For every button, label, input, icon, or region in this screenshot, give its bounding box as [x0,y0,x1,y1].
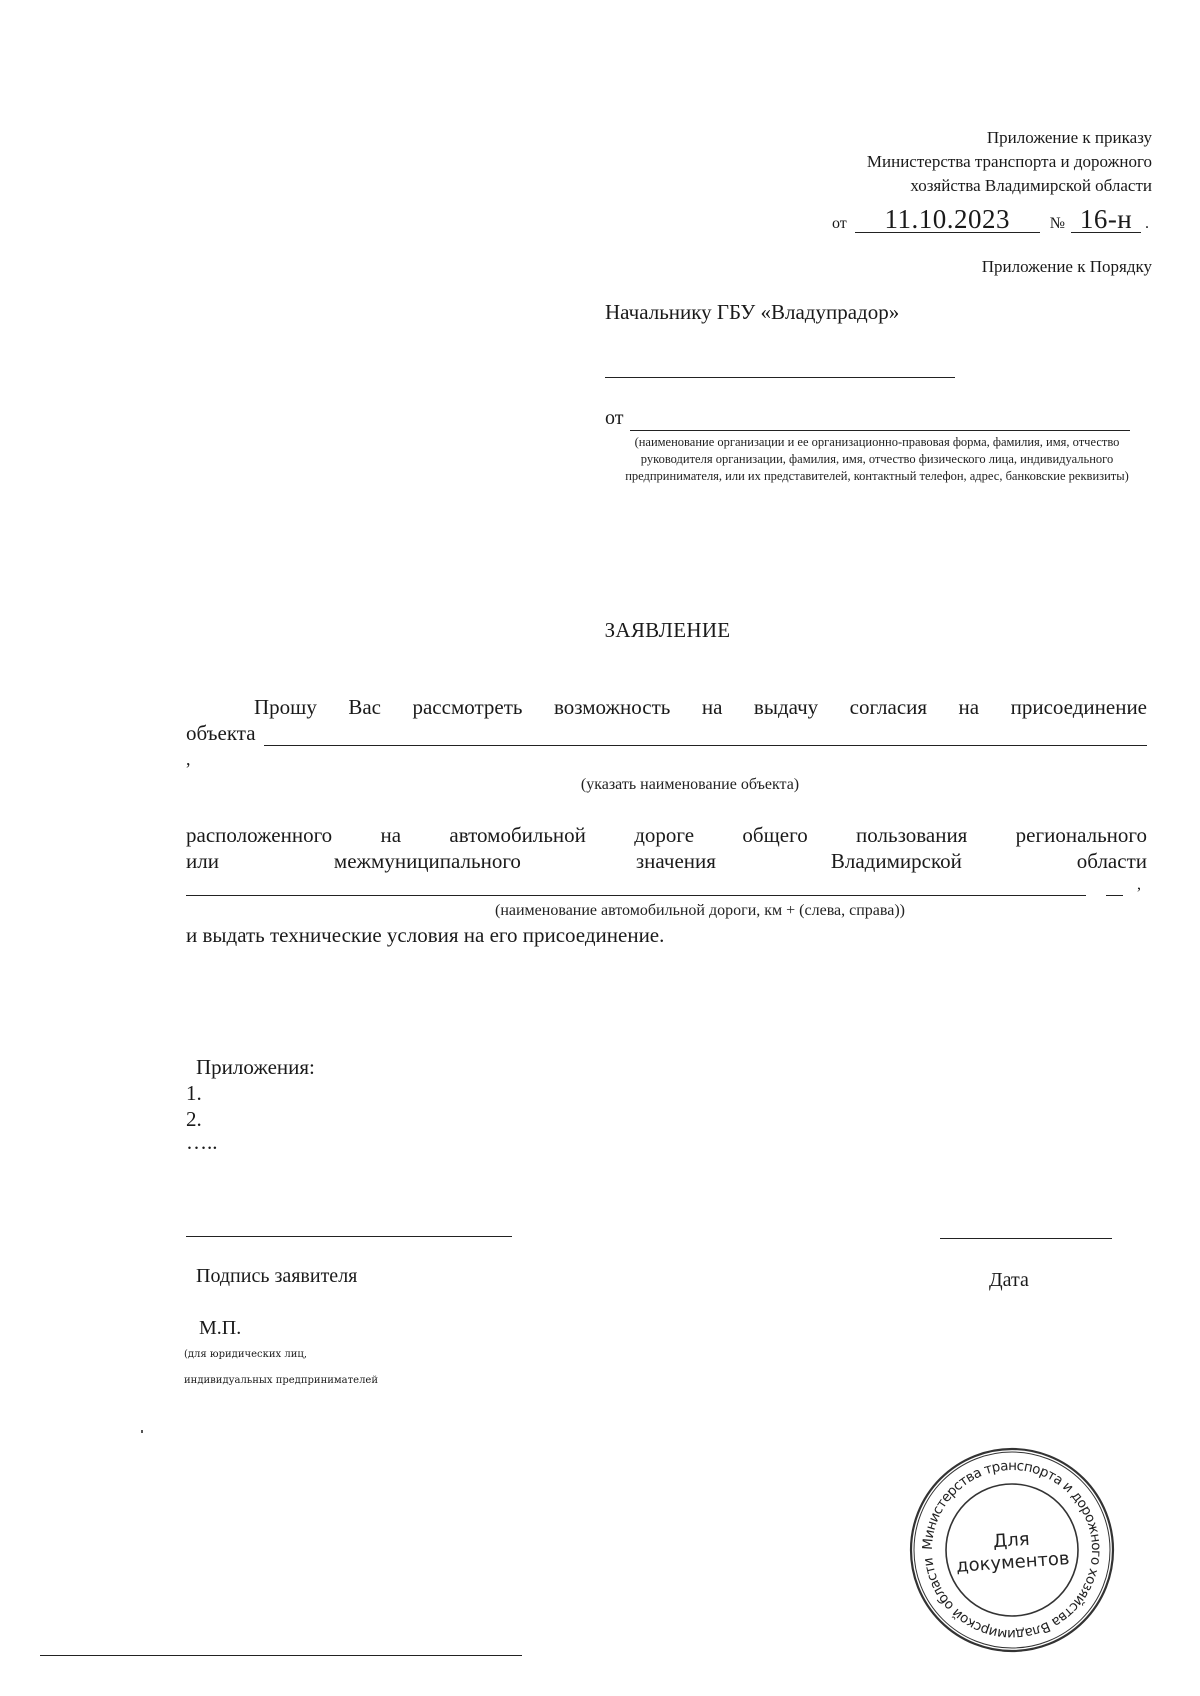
road-comma: , [1137,876,1141,893]
order-date-number: от 11.10.2023 № 16-н . [832,204,1150,234]
order-from-label: от [832,215,847,232]
object-hint: (указать наименование объекта) [580,776,800,793]
order-number: 16-н [1071,206,1141,233]
object-name-line [264,745,1147,746]
scan-speck [141,1430,143,1433]
document-title: ЗАЯВЛЕНИЕ [604,618,731,642]
attachment-item-1: 1. [186,1081,202,1105]
stamp-ring-text: Министерства транспорта и дорожного хозяйства Владимирской области [919,1457,1105,1643]
stamp-place-note-1: (для юридических лиц, [184,1349,307,1360]
applicant-from-label: от [605,407,624,429]
request-line-3: расположенного на автомобильной дороге общего пользования регионального [186,823,1147,847]
order-reference [867,126,1152,198]
attachments-label: Приложения: [196,1055,315,1079]
applicant-from-line [630,430,1130,431]
order-reference-line-3: хозяйства Владимирской области [910,176,1152,195]
object-comma: , [186,749,191,769]
addressee-title: Начальнику ГБУ «Владупрадор» [605,300,900,324]
request-line-1: Прошу Вас рассмотреть возможность на выдачу согласия на присоединение [254,695,1147,719]
attachment-item-more: ….. [186,1130,218,1154]
road-name-line [186,895,1086,896]
order-number-label: № [1049,215,1066,232]
annex-to-procedure: Приложение к Порядку [981,257,1152,276]
object-label: объекта [186,721,256,745]
applicant-hint: (наименование организации и ее организационно-правовая форма, фамилия, имя, отчество руководителя организации, фамилия, имя, отчество физического лица, индивидуального предпринимателя, или их представителей, контактный телефон, адрес, банковские реквизиты) [625,435,1129,483]
date-line [940,1238,1112,1239]
road-hint: (наименование автомобильной дороги, км + (слева, справа)) [495,902,905,919]
road-name-line-end [1106,895,1123,896]
request-line-5: и выдать технические условия на его присоединение. [186,923,665,947]
signature-label: Подпись заявителя [196,1265,358,1287]
date-label: Дата [989,1269,1029,1291]
bottom-rule [40,1655,522,1656]
order-reference-line-1: Приложение к приказу [986,128,1152,147]
order-date: 11.10.2023 [855,206,1040,233]
stamp-center-line-1: Для [992,1528,1031,1553]
signature-line [186,1236,512,1237]
order-reference-line-2: Министерства транспорта и дорожного [866,152,1152,171]
stamp-graphic [906,1444,1118,1656]
request-line-4: или межмуниципального значения Владимирской области [186,849,1147,873]
stamp-place-note-2: индивидуальных предпринимателей [184,1375,379,1386]
stamp-place-label: М.П. [199,1317,242,1339]
addressee-name-line [605,377,955,378]
official-stamp [906,1444,1118,1656]
stamp-center-line-2: документов [955,1548,1071,1577]
attachment-item-2: 2. [186,1107,202,1131]
